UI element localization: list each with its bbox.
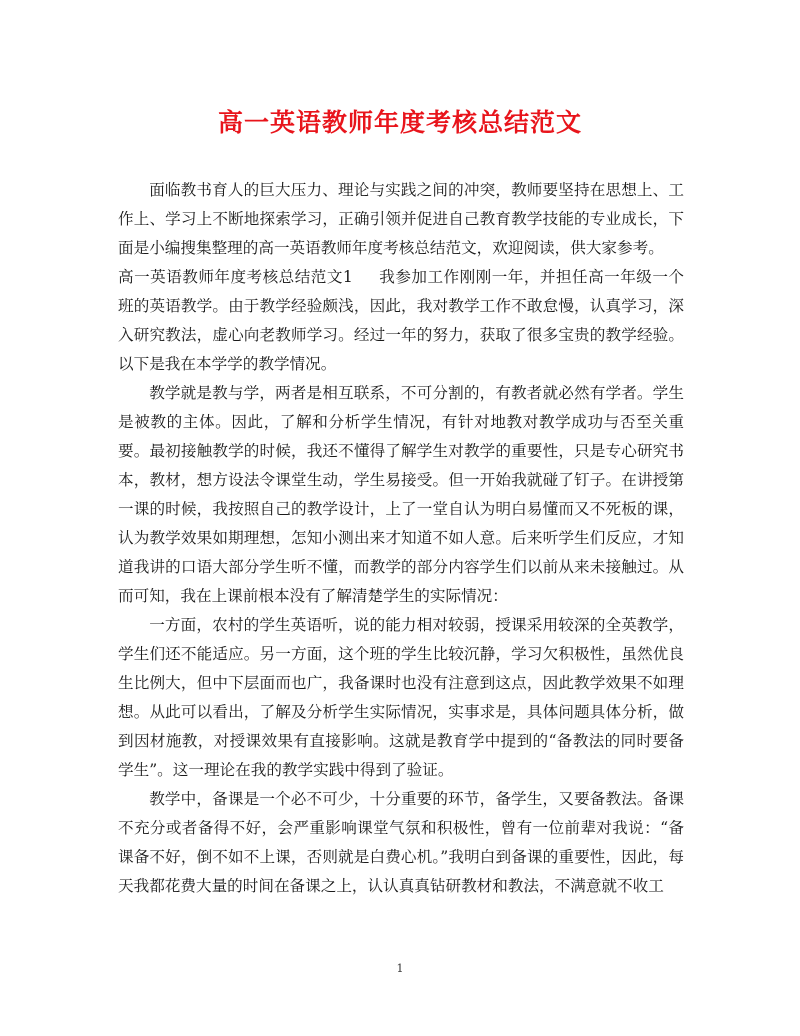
body-paragraph: 教学中，备课是一个必不可少，十分重要的环节，备学生，又要备教法。备课不充分或者备得不好，会严重影响课堂气氛和积极性，曾有一位前辈对我说：“备课备不好，倒不如不上课，否则就是白费心机。”我明白到备课的重要性，因此，每天我都花费大量的时间在备课之上，认认真真钻研教材和教法，不满意就不收工 (118, 790, 684, 895)
intro-paragraph: 面临教书育人的巨大压力、理论与实践之间的冲突，教师要坚持在思想上、工作上、学习上不断地探索学习，正确引领并促进自己教育教学技能的专业成长，下面是小编搜集整理的高一英语教师年度考核总结范文，欢迎阅读，供大家参考。 (118, 181, 684, 257)
page-number: 1 (396, 962, 404, 975)
document-body (118, 176, 684, 901)
document-title: 高一英语教师年度考核总结范文 (217, 108, 582, 137)
section-paragraph (118, 263, 684, 379)
body-paragraph: 教学就是教与学，两者是相互联系，不可分割的，有教者就必然有学者。学生是被教的主体。因此，了解和分析学生情况，有针对地教对教学成功与否至关重要。最初接触教学的时候，我还不懂得了解学生对教学的重要性，只是专心研究书本，教材，想方设法令课堂生动，学生易接受。但一开始我就碰了钉子。在讲授第一课的时候，我按照自己的教学设计，上了一堂自认为明白易懂而又不死板的课，认为教学效果如期理想，怎知小测出来才知道不如人意。后来听学生们反应，才知道我讲的口语大部分学生听不懂，而教学的部分内容学生们以前从来未接触过。从而可知，我在上课前根本没有了解清楚学生的实际情况： (118, 384, 684, 605)
body-paragraph: 一方面，农村的学生英语听，说的能力相对较弱，授课采用较深的全英教学，学生们还不能适应。另一方面，这个班的学生比较沉静，学习欠积极性，虽然优良生比例大，但中下层面而也广，我备课时也没有注意到这点，因此教学效果不如理想。从此可以看出，了解及分析学生实际情况，实事求是，具体问题具体分析，做到因材施教，对授课效果有直接影响。这就是教育学中提到的“备教法的同时要备学生”。这一理论在我的教学实践中得到了验证。 (118, 616, 684, 779)
section-heading: 高一英语教师年度考核总结范文1 (118, 268, 353, 286)
section-first-text: 我参加工作刚刚一年，并担任高一年级一个班的英语教学。由于教学经验颇浅，因此，我对教学工作不敢怠慢，认真学习，深入研究教法，虚心向老教师学习。经过一年的努力，获取了很多宝贵的教学经验。以下是我在本学学的教学情况。 (118, 268, 684, 373)
